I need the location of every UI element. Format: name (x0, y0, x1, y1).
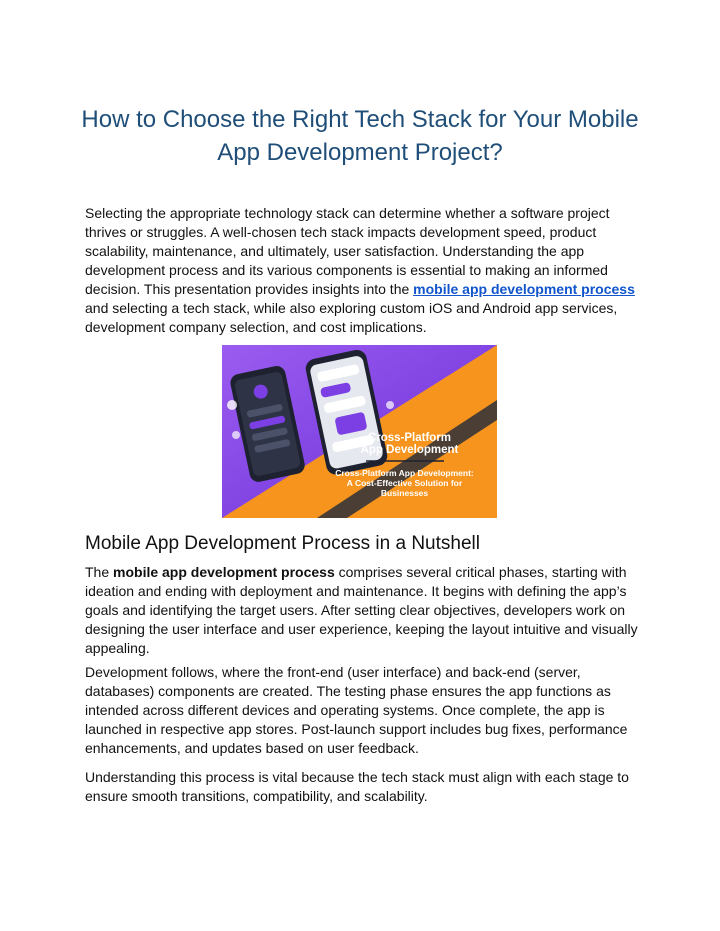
intro-text-end: and selecting a tech stack, while also exploring custom iOS and Android app services, development company selection, and cost implications. (85, 300, 618, 335)
mobile-app-development-process-link[interactable]: mobile app development process (413, 281, 635, 297)
process-rest: comprises several critical phases, starting with ideation and ending with deployment and maintenance. It begins with defining the app’s goals and identifying the target users. After setting clear objectives, developers work on designing the user interface and user experience, keeping the layout intuitive and visually appealing. (85, 564, 638, 656)
intro-paragraph (85, 204, 645, 337)
intro-text-start: Selecting the appropriate technology stack can determine whether a software project thrives or struggles. A well-chosen tech stack impacts development speed, product scalability, maintenance, and ultimately, user satisfaction. Understanding the app development process and its various components is essential to making an informed decision. This presentation provides insights into the (85, 205, 610, 297)
process-paragraph (85, 563, 645, 658)
development-paragraph: Development follows, where the front-end (user interface) and back-end (server, databases) components are created. The testing phase ensures the app functions as intended across different devices and operating systems. Once complete, the app is launched in respective app stores. Post-launch support includes bug fixes, performance enhancements, and updates based on user feedback. (85, 664, 628, 756)
title-line-2: App Development Project? (217, 139, 503, 166)
page-title (60, 103, 660, 169)
banner-title: Cross-Platform App Development (360, 432, 459, 456)
floating-dot-icon (386, 401, 394, 409)
floating-dot-icon (227, 400, 237, 410)
title-line-1: How to Choose the Right Tech Stack for Your Mobile (81, 106, 639, 133)
floating-dot-icon (232, 431, 240, 439)
process-lead: The (85, 564, 114, 580)
banner-subtitle: Cross-Platform App Development: A Cost-Effective Solution for Businesses (335, 468, 474, 498)
section-heading: Mobile App Development Process in a Nutshell (85, 533, 480, 554)
process-bold-term: mobile app development process (113, 564, 335, 580)
understanding-paragraph: Understanding this process is vital because the tech stack must align with each stage to ensure smooth transitions, compatibility, and scalability. (85, 769, 629, 804)
